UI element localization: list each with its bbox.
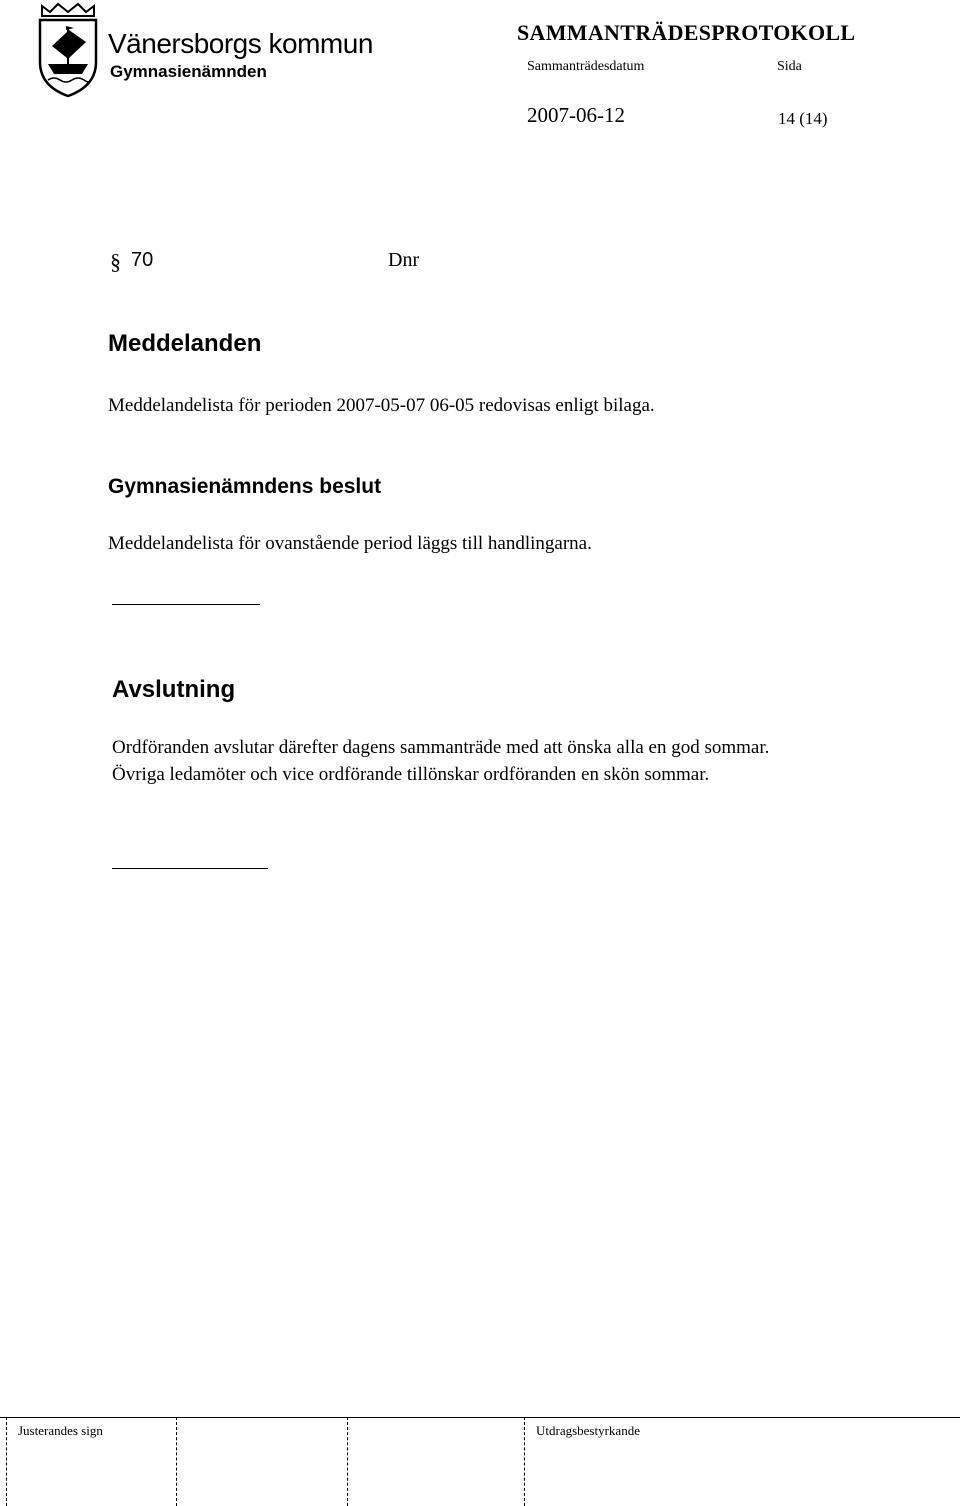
dnr-label: Dnr xyxy=(388,249,420,271)
logo-wordmark: Vänersborgs kommun xyxy=(108,28,373,59)
page-number: 14 (14) xyxy=(778,109,828,128)
section-text-avslutning-line1: Ordföranden avslutar därefter dagens sammanträde med att önska alla en god sommar. xyxy=(112,737,770,758)
paragraph-number: 70 xyxy=(131,249,154,271)
section-title-meddelanden: Meddelanden xyxy=(108,330,262,357)
signature-field-divider xyxy=(524,1417,525,1506)
department-name: Gymnasienämnden xyxy=(110,62,267,81)
utdragsbestyrkande-label: Utdragsbestyrkande xyxy=(536,1423,640,1438)
justerandes-sign-label: Justerandes sign xyxy=(18,1423,103,1438)
section-title-beslut: Gymnasienämndens beslut xyxy=(108,475,382,498)
divider xyxy=(112,604,260,605)
signature-field-divider xyxy=(6,1417,7,1506)
ship-seal-icon xyxy=(36,2,100,98)
page-label: Sida xyxy=(777,59,802,74)
section-text-beslut: Meddelandelista för ovanstående period läggs till handlingarna. xyxy=(108,533,592,554)
signature-field-divider xyxy=(176,1417,177,1506)
footer-border xyxy=(0,1417,960,1418)
section-title-avslutning: Avslutning xyxy=(112,676,236,703)
document-type: SAMMANTRÄDESPROTOKOLL xyxy=(517,20,856,45)
signature-footer xyxy=(0,1417,960,1506)
date-label: Sammanträdesdatum xyxy=(527,59,645,74)
paragraph-sign: § xyxy=(110,249,121,274)
meeting-date: 2007-06-12 xyxy=(527,103,625,127)
divider xyxy=(112,868,268,869)
section-text-avslutning-line2: Övriga ledamöter och vice ordförande tillönskar ordföranden en skön sommar. xyxy=(112,764,710,785)
section-text-meddelanden: Meddelandelista för perioden 2007-05-07 06-05 redovisas enligt bilaga. xyxy=(108,395,655,416)
signature-field-divider xyxy=(347,1417,348,1506)
